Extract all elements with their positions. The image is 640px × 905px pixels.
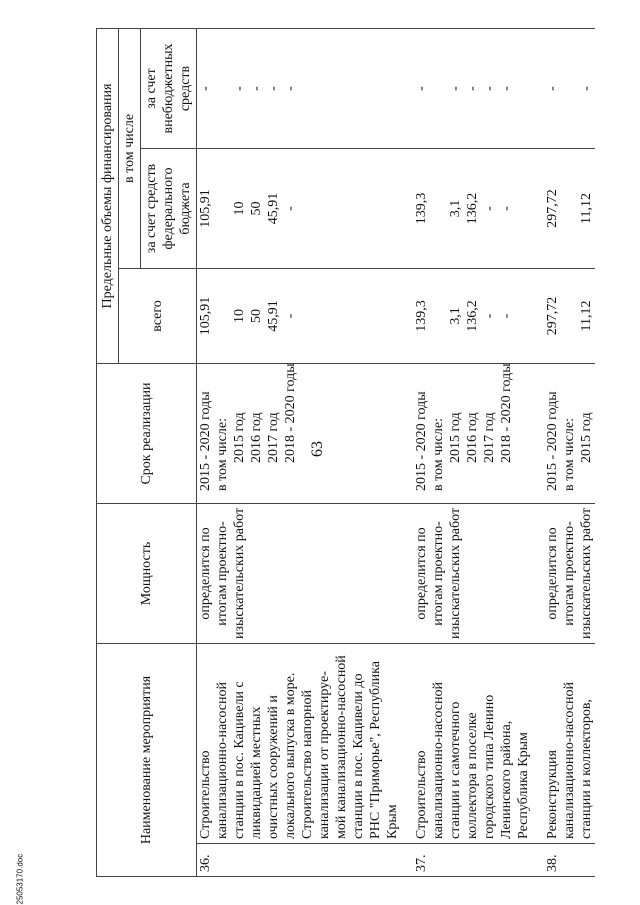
funding-total: [197, 269, 402, 364]
spacer-cell: [401, 29, 413, 149]
funding-extra-line: -: [465, 86, 480, 91]
capacity: [544, 504, 595, 644]
funding-federal-line: 139,3: [414, 192, 429, 225]
funding-extra: [413, 29, 532, 149]
table-header: [97, 29, 197, 877]
term-line: 2015 год: [448, 412, 463, 463]
term: [197, 364, 402, 504]
funding-extra-line: -: [482, 86, 497, 91]
spacer-cell: [401, 364, 413, 504]
term-line: в том числе:: [215, 418, 230, 491]
page-number: 63: [309, 441, 326, 457]
capacity-line: изыскательских работ: [448, 507, 463, 639]
term-line: 2018 - 2020 годы: [283, 363, 298, 463]
funding-extra-line: -: [545, 86, 560, 91]
funding-federal-line: [430, 153, 447, 264]
funding-total-line: [430, 273, 447, 359]
funding-extra-line: -: [232, 86, 247, 91]
activity-name: [197, 644, 402, 844]
funding-federal-line: 136,2: [465, 192, 480, 225]
activity-name-line: Строительство: [414, 750, 429, 839]
funding-extra-line: -: [266, 86, 281, 91]
activity-name-line: Республика Крым: [516, 732, 531, 839]
term-line: 2016 год: [465, 412, 480, 463]
funding-extra-line: -: [499, 86, 514, 91]
activity-name: [413, 644, 532, 844]
funding-total-line: [214, 273, 231, 359]
capacity-line: определится по: [414, 527, 429, 620]
funding-total-line: [561, 273, 578, 359]
funding-extra-line: [214, 33, 231, 144]
spacer-cell: [532, 149, 544, 269]
funding-extra-line: -: [448, 86, 463, 91]
row-number: 37.: [413, 844, 532, 877]
activity-name-line: станции в пос. Кацивели с: [232, 681, 247, 839]
funding-federal-line: [561, 153, 578, 264]
funding-federal-line: -: [482, 206, 497, 211]
capacity-line: изыскательских работ: [232, 507, 247, 639]
header-federal: [141, 149, 197, 269]
capacity-line: итогам проектно-: [431, 521, 446, 626]
funding-extra: [544, 29, 595, 149]
header-term: Срок реализации: [97, 364, 197, 504]
row-number: 36.: [197, 844, 402, 877]
funding-federal-line: 105,91: [198, 189, 213, 228]
header-federal-line: федерального: [161, 167, 176, 250]
header-name: Наименование мероприятия: [97, 644, 197, 877]
activity-name-line: Крым: [385, 804, 400, 839]
header-extra-line: за счет: [144, 68, 159, 109]
spacer-cell: [401, 844, 413, 877]
activity-name-line: станции и коллекторов,: [579, 699, 594, 839]
funding-federal-line: 10: [232, 201, 247, 216]
header-capacity: Мощность: [97, 504, 197, 644]
term-line: 2017 год: [482, 412, 497, 463]
funding-extra-line: -: [198, 86, 213, 91]
term-line: 2015 год: [232, 412, 247, 463]
funding-total-line: 136,2: [465, 300, 480, 332]
activity-name-line: станции в пос. Кацивели до: [351, 673, 366, 839]
funding-total-line: -: [283, 313, 298, 319]
spacer-cell: [532, 644, 544, 844]
activity-name-line: Строительство: [198, 750, 213, 839]
row-spacer: [532, 29, 544, 877]
activity-name-line: городского типа Ленино: [482, 694, 497, 839]
funding-total: [544, 269, 595, 364]
row-number: 38.: [544, 844, 595, 877]
spacer-cell: [532, 29, 544, 149]
activity-name-line: Реконструкция: [545, 750, 560, 839]
activity-name-line: мой канализационно-насосной: [334, 655, 349, 839]
table-row: [413, 29, 532, 877]
capacity-line: определится по: [545, 527, 560, 620]
funding-total-line: 105,91: [198, 296, 213, 336]
spacer-cell: [532, 269, 544, 364]
funding-total-line: 11,12: [579, 300, 594, 332]
funding-total-line: 3,1: [448, 307, 463, 325]
funding-table: [96, 28, 595, 877]
funding-federal-line: -: [499, 206, 514, 211]
term-line: 2018 - 2020 годы: [499, 363, 514, 463]
funding-total-line: 10: [232, 309, 247, 323]
funding-federal: [544, 149, 595, 269]
table-row: [197, 29, 402, 877]
table-row: [544, 29, 595, 877]
funding-extra-line: -: [249, 86, 264, 91]
capacity-line: итогам проектно-: [562, 521, 577, 626]
funding-federal-line: 11,12: [579, 193, 594, 224]
term-line: в том числе:: [431, 418, 446, 491]
header-funding: Предельные объемы финансирования: [97, 29, 119, 364]
funding-federal: [413, 149, 532, 269]
funding-extra-line: -: [414, 86, 429, 91]
funding-extra: [197, 29, 402, 149]
activity-name-line: Ленинского района,: [499, 720, 514, 839]
header-total: всего: [119, 269, 197, 364]
term-line: 2015 год: [579, 412, 594, 463]
activity-name-line: очистных сооружений и: [266, 695, 281, 839]
funding-federal-line: -: [283, 206, 298, 211]
header-extra-line: средств: [178, 65, 193, 112]
funding-total-line: 139,3: [414, 300, 429, 332]
document-code: 25053170.doc: [15, 853, 25, 905]
funding-federal-line: 3,1: [448, 199, 463, 218]
spacer-cell: [401, 269, 413, 364]
activity-name-line: Строительство напорной: [300, 690, 315, 839]
activity-name-line: ликвидацией местных: [249, 706, 264, 839]
funding-extra-line: -: [283, 86, 298, 91]
term: [413, 364, 532, 504]
activity-name-line: коллектора в поселке: [465, 712, 480, 839]
funding-federal-line: 45,91: [266, 192, 281, 225]
row-spacer: [401, 29, 413, 877]
term-line: 2015 - 2020 годы: [545, 391, 560, 491]
activity-name-line: станции и самотечного: [448, 701, 463, 839]
funding-total-line: 297,72: [545, 296, 560, 336]
header-federal-line: бюджета: [178, 182, 193, 235]
capacity-line: изыскательских работ: [579, 507, 594, 639]
capacity: [197, 504, 402, 644]
table-body: [197, 29, 596, 877]
funding-extra-line: -: [579, 86, 594, 91]
funding-total-line: 50: [249, 309, 264, 323]
spacer-cell: [401, 644, 413, 844]
funding-total-line: -: [482, 313, 497, 319]
activity-name-line: РНС "Приморье", Республика: [368, 661, 383, 839]
spacer-cell: [532, 844, 544, 877]
activity-name: [544, 644, 595, 844]
activity-name-line: канализационно-насосной: [431, 682, 446, 839]
funding-federal-line: [214, 153, 231, 264]
capacity: [413, 504, 532, 644]
funding-federal: [197, 149, 402, 269]
term: [544, 364, 595, 504]
header-federal-line: за счет средств: [144, 163, 159, 254]
activity-name-line: канализационно-насосной: [562, 682, 577, 839]
funding-total-line: -: [499, 313, 514, 319]
term-line: 2016 год: [249, 412, 264, 463]
funding-federal-line: 50: [249, 201, 264, 216]
activity-name-line: канализации от проектируе-: [317, 671, 332, 839]
header-extra-line: внебюджетных: [161, 43, 176, 134]
spacer-cell: [532, 364, 544, 504]
header-including: в том числе: [119, 29, 141, 269]
spacer-cell: [532, 504, 544, 644]
rotated-table-sheet: [96, 29, 636, 877]
funding-total: [413, 269, 532, 364]
capacity-line: итогам проектно-: [215, 521, 230, 626]
term-line: 2017 год: [266, 412, 281, 463]
funding-total-line: 45,91: [266, 300, 281, 332]
header-extra: [141, 29, 197, 149]
funding-extra-line: [430, 33, 447, 144]
term-line: 2015 - 2020 годы: [198, 391, 213, 491]
activity-name-line: канализационно-насосной: [215, 682, 230, 839]
spacer-cell: [401, 504, 413, 644]
funding-federal-line: 297,72: [545, 189, 560, 228]
funding-extra-line: [561, 33, 578, 144]
activity-name-line: локального выпуска в море.: [283, 672, 298, 839]
term-line: в том числе:: [562, 418, 577, 491]
term-line: 2015 - 2020 годы: [414, 391, 429, 491]
spacer-cell: [401, 149, 413, 269]
capacity-line: определится по: [198, 527, 213, 620]
